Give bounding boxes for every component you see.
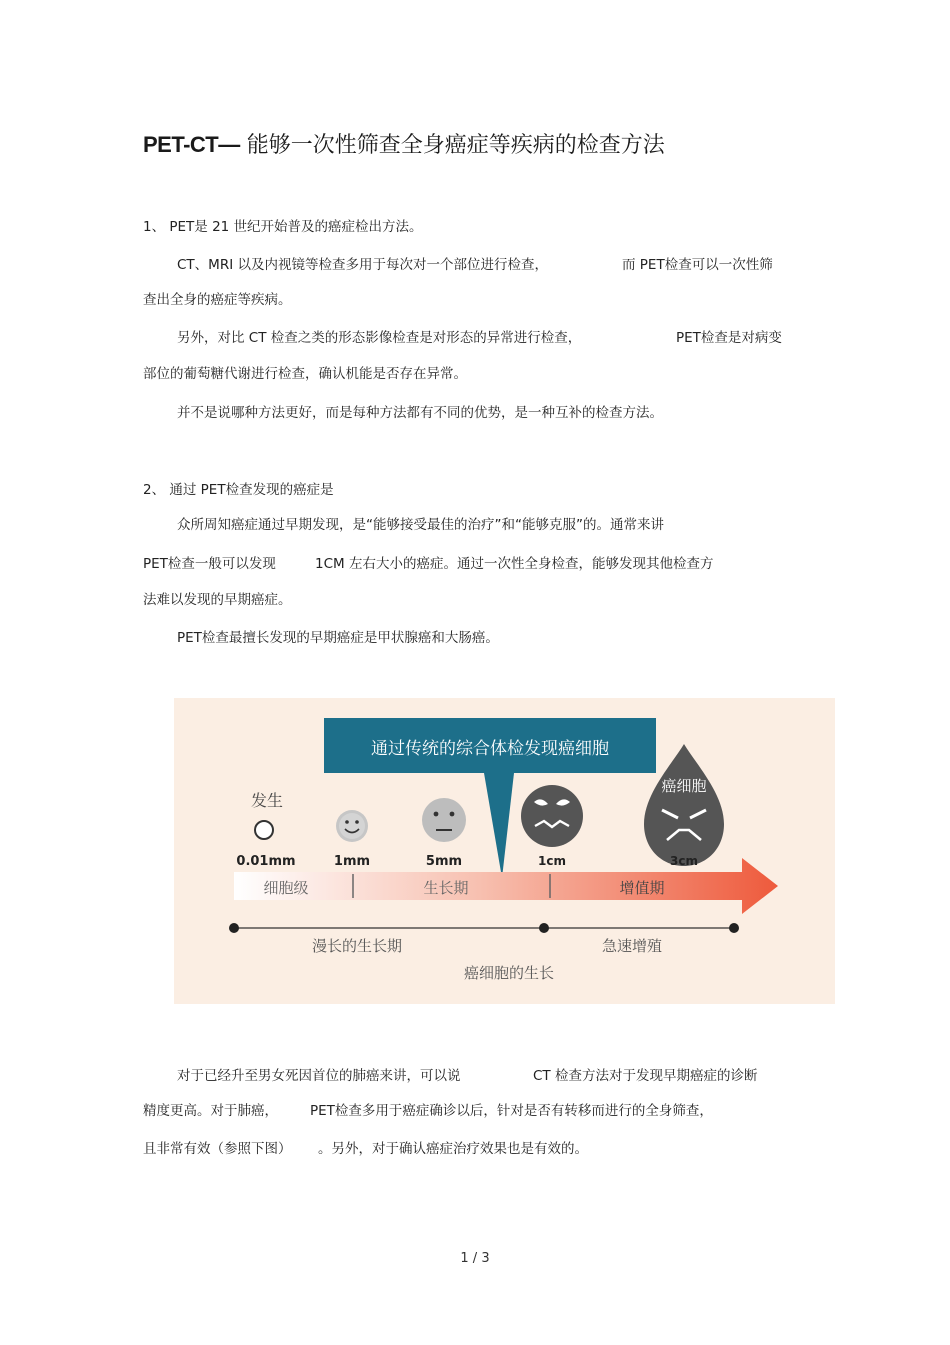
title-rest: 能够一次性筛查全身癌症等疾病的检查方法 bbox=[239, 133, 665, 158]
timeline-label: 漫长的生长期 bbox=[311, 937, 403, 955]
section1-p2-line1a: 另外，对比 CT 检查之类的形态影像检查是对形态的异常进行检查， bbox=[177, 330, 582, 346]
section2-p1-line2b: 1CM 左右大小的癌症。通过一次性全身检查，能够发现其他检查方 bbox=[315, 556, 714, 572]
size-label: 5mm bbox=[425, 854, 463, 869]
section2-p2: PET检查最擅长发现的早期癌症是甲状腺癌和大肠癌。 bbox=[177, 630, 499, 646]
after-line3b: 。另外，对于确认癌症治疗效果也是有效的。 bbox=[318, 1141, 588, 1157]
timeline-dot bbox=[229, 923, 239, 933]
stage-label: 增值期 bbox=[619, 879, 665, 897]
timeline-dot bbox=[539, 923, 549, 933]
section2-p1-line1: 众所周知癌症通过早期发现，是“能够接受最佳的治疗”和“能够克服”的。通常来讲 bbox=[177, 517, 664, 533]
section2-p1-line2a: PET检查一般可以发现 bbox=[143, 556, 276, 572]
timeline-dot bbox=[729, 923, 739, 933]
banner-text: 通过传统的综合体检发现癌细胞 bbox=[371, 739, 609, 759]
smiling-face-icon bbox=[336, 810, 368, 842]
after-line1b: CT 检查方法对于发现早期癌症的诊断 bbox=[533, 1068, 758, 1084]
timeline bbox=[229, 923, 739, 982]
size-label: 1mm bbox=[333, 854, 371, 869]
onset-circle-icon bbox=[255, 821, 273, 839]
section1-p1-line2: 查出全身的癌症等疾病。 bbox=[143, 292, 292, 308]
section1-p3: 并不是说哪种方法更好，而是每种方法都有不同的优势，是一种互补的检查方法。 bbox=[177, 405, 663, 421]
after-line1a: 对于已经升至男女死因首位的肺癌来讲，可以说 bbox=[177, 1068, 461, 1084]
section2-p1-line3: 法难以发现的早期癌症。 bbox=[143, 592, 292, 608]
page-title bbox=[143, 128, 665, 159]
section2-heading: 2、 通过 PET检查发现的癌症是 bbox=[143, 482, 334, 498]
timeline-label: 急速增殖 bbox=[601, 937, 663, 955]
after-line3a: 且非常有效（参照下图） bbox=[143, 1141, 292, 1157]
section1-p2-line2: 部位的葡萄糖代谢进行检查，确认机能是否存在异常。 bbox=[143, 366, 467, 382]
angry-face-icon bbox=[521, 785, 583, 847]
banner-pointer bbox=[484, 773, 514, 878]
section1-p1-line1a: CT、MRI 以及内视镜等检查多用于每次对一个部位进行检查， bbox=[177, 257, 548, 273]
cancer-cell-label: 癌细胞 bbox=[661, 777, 707, 795]
size-label: 0.01mm bbox=[236, 854, 296, 869]
banner bbox=[324, 718, 656, 878]
after-line2a: 精度更高。对于肺癌， bbox=[143, 1103, 278, 1119]
page-number: 1 / 3 bbox=[460, 1251, 490, 1266]
onset-label: 发生 bbox=[250, 791, 284, 810]
section1-p1-line1b: 而 PET检查可以一次性筛 bbox=[622, 257, 773, 273]
after-line2b: PET检查多用于癌症确诊以后，针对是否有转移而进行的全身筛查， bbox=[310, 1103, 713, 1119]
size-label: 1cm bbox=[538, 854, 566, 868]
figure-caption: 癌细胞的生长 bbox=[463, 964, 555, 982]
cancer-growth-figure bbox=[174, 698, 835, 1004]
title-bold: PET-CT— bbox=[143, 132, 240, 157]
section1-p2-line1b: PET检查是对病变 bbox=[676, 330, 782, 346]
section1-heading: 1、 PET是 21 世纪开始普及的癌症检出方法。 bbox=[143, 219, 423, 235]
stage-label: 细胞级 bbox=[263, 879, 309, 897]
size-label: 3cm bbox=[670, 854, 698, 868]
neutral-face-icon bbox=[422, 798, 466, 842]
stage-label: 生长期 bbox=[423, 879, 469, 897]
